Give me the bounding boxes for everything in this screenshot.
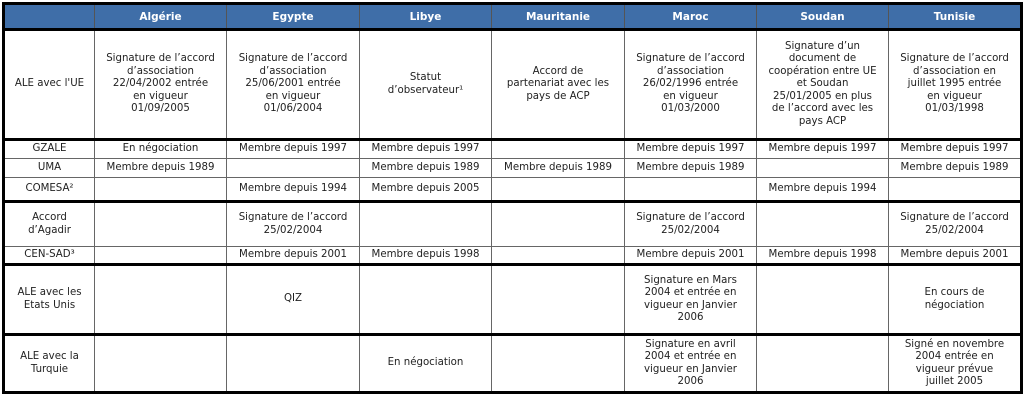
table-cell: Signature de l’accord 25/02/2004 [889,202,1022,247]
table-cell: Membre depuis 1994 [227,178,360,202]
table-cell [625,178,757,202]
table-cell: Signature en avril 2004 et entrée en vigueur en Janvier 2006 [625,335,757,393]
table-cell: Membre depuis 1997 [757,140,889,159]
column-header: Mauritanie [492,4,625,30]
table-row [4,140,1022,159]
header-row [4,4,1022,30]
table-cell: Membre depuis 1997 [625,140,757,159]
column-header: Libye [360,4,492,30]
table-cell: Membre depuis 1998 [360,247,492,265]
table-cell [492,265,625,335]
table-cell: QIZ [227,265,360,335]
table-cell: Membre depuis 2001 [625,247,757,265]
table-cell [227,335,360,393]
table-cell [95,265,227,335]
row-label: COMESA² [4,178,95,202]
table-cell [95,178,227,202]
row-label: UMA [4,159,95,178]
table-cell [227,159,360,178]
table-cell: Membre depuis 1989 [360,159,492,178]
table-row [4,335,1022,393]
column-header: Maroc [625,4,757,30]
table-cell [492,140,625,159]
table-cell: En négociation [95,140,227,159]
trade-agreements-table [2,2,1023,394]
column-header: Egypte [227,4,360,30]
table-cell: En cours de négociation [889,265,1022,335]
table-cell [757,202,889,247]
table-cell: Membre depuis 2005 [360,178,492,202]
table-cell: Membre depuis 1994 [757,178,889,202]
table-cell: Signature de l’accord d’association 25/06/2001 entrée en vigueur 01/06/2004 [227,30,360,140]
table-cell: Signature de l’accord 25/02/2004 [625,202,757,247]
table-cell [757,159,889,178]
table-row [4,265,1022,335]
table-cell [492,178,625,202]
row-label: GZALE [4,140,95,159]
table-cell [95,335,227,393]
table-cell: Membre depuis 1989 [492,159,625,178]
table-cell: En négociation [360,335,492,393]
table-cell: Signature de l’accord d’association 22/04/2002 entrée en vigueur 01/09/2005 [95,30,227,140]
table-cell [360,202,492,247]
column-header: Tunisie [889,4,1022,30]
table-cell: Membre depuis 1997 [227,140,360,159]
corner-header [4,4,95,30]
table-row [4,159,1022,178]
table-row [4,247,1022,265]
table-cell: Statut d’observateur¹ [360,30,492,140]
table-cell [360,265,492,335]
table-cell: Signature en Mars 2004 et entrée en vigueur en Janvier 2006 [625,265,757,335]
table-cell [95,247,227,265]
row-label: ALE avec l'UE [4,30,95,140]
table-row [4,178,1022,202]
table-cell: Signature de l’accord 25/02/2004 [227,202,360,247]
table-cell [492,202,625,247]
table-cell: Membre depuis 1997 [889,140,1022,159]
column-header: Soudan [757,4,889,30]
table-cell: Membre depuis 2001 [889,247,1022,265]
table-cell [492,247,625,265]
table-cell: Membre depuis 1989 [889,159,1022,178]
table-cell: Signature de l’accord d’association 26/02/1996 entrée en vigueur 01/03/2000 [625,30,757,140]
table-cell: Membre depuis 1998 [757,247,889,265]
table-cell: Membre depuis 1989 [95,159,227,178]
table-cell [757,335,889,393]
row-label: CEN-SAD³ [4,247,95,265]
table-cell [95,202,227,247]
table-cell [492,335,625,393]
table-row [4,30,1022,140]
table-cell: Membre depuis 1989 [625,159,757,178]
column-header: Algérie [95,4,227,30]
table-cell: Signature d’un document de coopération entre UE et Soudan 25/01/2005 en plus de l’accord avec les pays ACP [757,30,889,140]
table-cell [757,265,889,335]
row-label: ALE avec la Turquie [4,335,95,393]
table-cell: Signature de l’accord d’association en juillet 1995 entrée en vigueur 01/03/1998 [889,30,1022,140]
table-cell: Signé en novembre 2004 entrée en vigueur prévue juillet 2005 [889,335,1022,393]
table-row [4,202,1022,247]
row-label: Accord d’Agadir [4,202,95,247]
table-cell [889,178,1022,202]
table-cell: Membre depuis 2001 [227,247,360,265]
table-cell: Accord de partenariat avec les pays de ACP [492,30,625,140]
row-label: ALE avec les Etats Unis [4,265,95,335]
table-cell: Membre depuis 1997 [360,140,492,159]
